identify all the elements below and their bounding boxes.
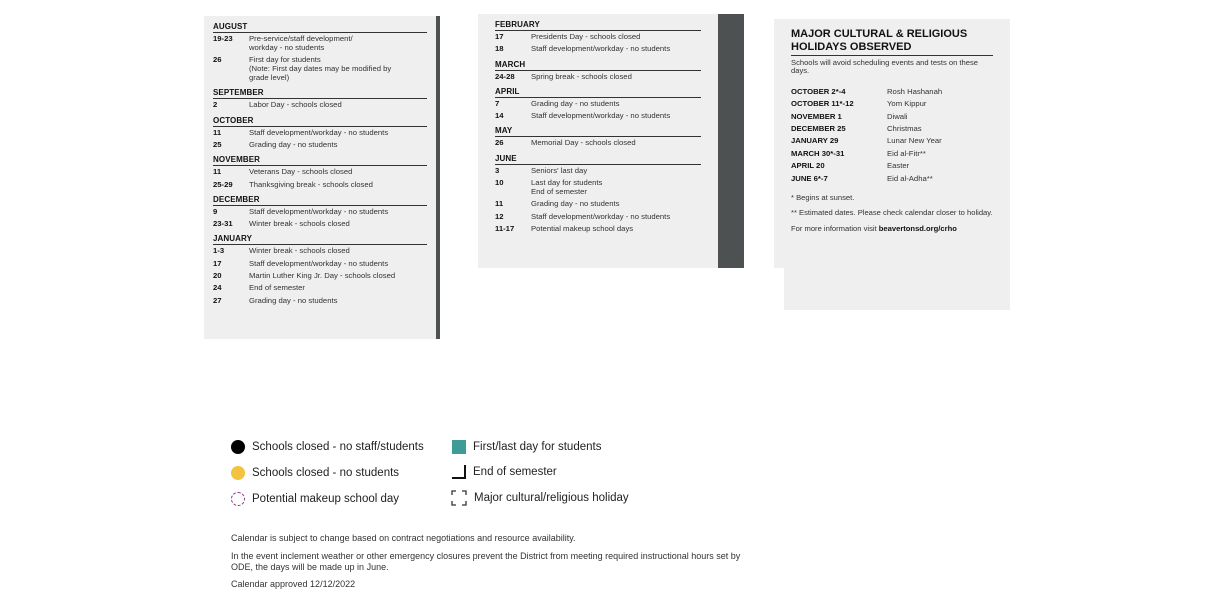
legend-label: Schools closed - no staff/students (252, 441, 424, 453)
legend-label: End of semester (473, 466, 557, 478)
legend-label: Major cultural/religious holiday (474, 492, 629, 504)
event-row (495, 225, 701, 234)
event-date: 9 (213, 206, 218, 216)
event-row (495, 167, 701, 176)
event-text: Grading day - no students (531, 98, 620, 108)
holiday-name: Lunar New Year (887, 136, 942, 146)
holidays-panel (774, 19, 1010, 268)
corner-bracket-icon (452, 465, 466, 479)
black-dot-icon (231, 440, 245, 454)
event-text: Staff development/workday - no students (249, 258, 389, 268)
footnote-weather: In the event inclement weather or other emergency closures prevent the District from meeting required instructional hours set by ODE, the days will be made up in June. (231, 551, 741, 572)
calendar-events-panel-left (204, 16, 436, 339)
event-row (213, 297, 427, 306)
event-row (213, 260, 427, 269)
event-text: Martin Luther King Jr. Day - schools closed (249, 270, 396, 280)
event-text: Grading day - no students (249, 295, 338, 305)
holiday-name: Eid al-Fitr** (887, 148, 926, 158)
event-text: Memorial Day - schools closed (531, 138, 636, 148)
legend-makeup (231, 492, 399, 506)
event-text: Veterans Day - schools closed (249, 167, 353, 177)
holiday-name: Rosh Hashanah (887, 86, 943, 96)
event-text: Labor Day - schools closed (249, 100, 342, 110)
holiday-date: JANUARY 29 (791, 136, 839, 146)
holiday-name: Eid al-Adha** (887, 173, 933, 183)
holiday-name: Christmas (887, 124, 922, 134)
holidays-intro: Schools will avoid scheduling events and tests on these days. (791, 58, 979, 76)
holiday-date: APRIL 20 (791, 161, 825, 171)
event-text: Presidents Day - schools closed (531, 32, 641, 41)
event-date: 10 (495, 178, 504, 188)
event-row (495, 73, 701, 82)
event-date: 24 (213, 283, 222, 293)
month-heading: FEBRUARY (495, 18, 701, 31)
event-text: Thanksgiving break - schools closed (249, 179, 373, 189)
event-text: Grading day - no students (249, 139, 338, 149)
event-row (495, 179, 701, 197)
event-row (213, 35, 427, 53)
month-heading: JANUARY (213, 232, 427, 245)
holiday-name: Easter (887, 161, 910, 171)
dashed-circle-icon (231, 492, 245, 506)
event-row (213, 181, 427, 190)
event-row (213, 247, 427, 256)
month-heading: MAY (495, 124, 701, 137)
event-row (495, 213, 701, 222)
event-text: Winter break - schools closed (249, 246, 350, 256)
holidays-more-info (791, 225, 993, 233)
panel-divider-bar (436, 16, 440, 339)
event-date: 23-31 (213, 219, 233, 229)
footnote-change: Calendar is subject to change based on contract negotiations and resource availability. (231, 533, 576, 543)
event-date: 7 (495, 98, 500, 108)
event-row (495, 112, 701, 121)
holidays-title: MAJOR CULTURAL & RELIGIOUS HOLIDAYS OBSERVED (791, 28, 993, 56)
yellow-dot-icon (231, 466, 245, 480)
event-date: 11 (213, 127, 222, 137)
event-text: Seniors' last day (531, 165, 588, 175)
legend-label: First/last day for students (473, 441, 602, 453)
event-date: 11 (213, 167, 222, 177)
holidays-list (791, 86, 993, 185)
more-info-link[interactable]: beavertonsd.org/crho (878, 223, 957, 233)
holiday-date: MARCH 30*-31 (791, 148, 845, 158)
legend-first-last (452, 440, 601, 454)
event-row (495, 45, 701, 54)
holiday-row (791, 135, 993, 147)
event-date: 25 (213, 139, 222, 149)
month-heading: OCTOBER (213, 114, 427, 127)
event-text: Staff development/workday - no students (531, 111, 671, 121)
holidays-note-sunset: * Begins at sunset. (791, 193, 855, 203)
event-date: 24-28 (495, 71, 515, 81)
legend-closed-students (231, 466, 399, 480)
panel-divider-bar (718, 14, 744, 268)
event-row (213, 208, 427, 217)
calendar-events-panel-middle (478, 14, 718, 268)
holiday-name: Yom Kippur (887, 99, 927, 109)
legend-closed-all (231, 440, 424, 454)
month-heading: JUNE (495, 152, 701, 165)
month-heading: MARCH (495, 58, 701, 71)
event-text: First day for students (Note: First day dates may be modified by grade level) (249, 55, 392, 83)
event-row (213, 220, 427, 229)
event-date: 26 (495, 138, 504, 148)
holiday-name: Diwali (887, 111, 908, 121)
event-date: 3 (495, 165, 500, 175)
event-date: 1-3 (213, 246, 225, 256)
event-row (213, 141, 427, 150)
event-text: End of semester (249, 283, 305, 293)
holiday-row (791, 160, 993, 172)
holiday-date: JUNE 6*-7 (791, 173, 828, 183)
event-row (213, 168, 427, 177)
holidays-note-estimated: ** Estimated dates. Please check calendar closer to holiday. (791, 208, 993, 218)
event-text: Staff development/workday - no students (531, 44, 671, 54)
holiday-row (791, 86, 993, 98)
event-text: Staff development/workday - no students (531, 211, 671, 221)
holiday-date: NOVEMBER 1 (791, 111, 842, 121)
event-date: 17 (495, 32, 504, 41)
event-text: Grading day - no students (531, 199, 620, 209)
event-date: 11-17 (495, 223, 515, 233)
event-row (213, 284, 427, 293)
event-text: Potential makeup school days (531, 223, 634, 233)
event-date: 11 (495, 199, 504, 209)
event-row (495, 100, 701, 109)
event-row (213, 101, 427, 110)
holiday-row (791, 148, 993, 160)
event-date: 2 (213, 100, 218, 110)
legend-label: Potential makeup school day (252, 493, 400, 505)
event-row (495, 139, 701, 148)
event-text: Staff development/workday - no students (249, 206, 389, 216)
legend-label: Schools closed - no students (252, 467, 400, 479)
holidays-panel-extension (784, 268, 1010, 310)
event-row (213, 56, 427, 83)
holiday-row (791, 111, 993, 123)
event-date: 20 (213, 270, 222, 280)
more-info-prefix: For more information visit (791, 223, 879, 233)
event-text: Pre-service/staff development/ workday - no students (249, 34, 353, 52)
legend-holiday (451, 490, 629, 506)
holiday-row (791, 173, 993, 185)
event-text: Staff development/workday - no students (249, 127, 389, 137)
event-date: 18 (495, 44, 504, 54)
event-text: Last day for students End of semester (531, 178, 603, 196)
month-heading: APRIL (495, 85, 701, 98)
holiday-date: DECEMBER 25 (791, 124, 846, 134)
footnote-approved: Calendar approved 12/12/2022 (231, 579, 356, 589)
month-heading: SEPTEMBER (213, 86, 427, 99)
month-heading: DECEMBER (213, 193, 427, 206)
event-row (495, 200, 701, 209)
event-date: 25-29 (213, 179, 233, 189)
event-text: Winter break - schools closed (249, 219, 350, 229)
event-date: 12 (495, 211, 504, 221)
month-heading: NOVEMBER (213, 153, 427, 166)
month-heading: AUGUST (213, 20, 427, 33)
holiday-date: OCTOBER 11*-12 (791, 99, 854, 109)
dashed-corners-icon (451, 490, 467, 506)
event-date: 14 (495, 111, 504, 121)
event-text: Spring break - schools closed (531, 71, 632, 81)
event-date: 26 (213, 55, 222, 65)
event-date: 19-23 (213, 34, 233, 43)
event-row (213, 272, 427, 281)
holiday-date: OCTOBER 2*-4 (791, 86, 846, 96)
event-row (495, 33, 701, 42)
event-row (213, 129, 427, 138)
holiday-row (791, 123, 993, 135)
teal-square-icon (452, 440, 466, 454)
holiday-row (791, 98, 993, 110)
legend-end-semester (452, 465, 557, 479)
event-date: 17 (213, 258, 222, 268)
event-date: 27 (213, 295, 222, 305)
